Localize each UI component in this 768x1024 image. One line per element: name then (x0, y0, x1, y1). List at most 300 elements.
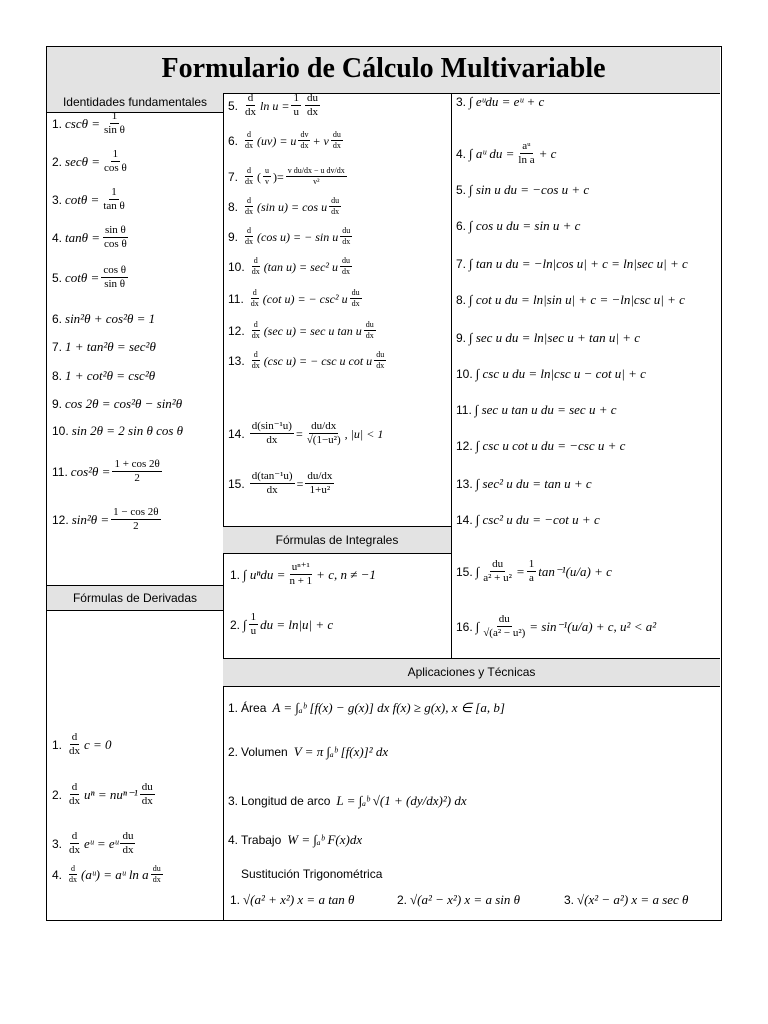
fraction-numerator: d (71, 781, 78, 793)
fraction (111, 507, 160, 532)
fraction (102, 111, 127, 136)
derivada-row (228, 289, 364, 308)
fraction-numerator: dv (300, 130, 309, 139)
fraction-denominator: ln a (518, 154, 535, 166)
derivada-row (228, 227, 354, 246)
integral-expr: ∫ sec² u du = tan u + c (475, 476, 592, 491)
row-number: 7. (52, 339, 63, 354)
row-number: 16. (456, 619, 473, 634)
paren-open: ( (257, 169, 262, 184)
row-number: 8. (456, 292, 467, 307)
derivada-row (228, 471, 336, 496)
integral-row (456, 141, 556, 166)
derivada-expr: (tan u) = sec² u (263, 259, 339, 274)
row-number: 11. (456, 402, 472, 417)
derivada-row (228, 321, 378, 340)
derivada-row (52, 732, 112, 757)
identidad-lhs: cotθ = (65, 270, 100, 285)
fraction-numerator: 1 (112, 148, 119, 160)
fraction (305, 471, 334, 496)
integral-expr: ∫ csc u cot u du = −csc u + c (475, 438, 626, 453)
row-number: 12. (228, 323, 245, 338)
aplicacion-expr: L = ∫ₐᵇ √(1 + (dy/dx)²) dx (336, 793, 467, 808)
fraction-denominator: dx (251, 267, 260, 276)
derivada-expr: (uv) = u (257, 133, 297, 148)
row-number: 2. (52, 154, 63, 169)
integral-row (456, 257, 688, 270)
title-bar (47, 47, 720, 94)
fraction (263, 167, 271, 186)
fraction-denominator: cos θ (104, 238, 127, 250)
formula-sheet (46, 46, 722, 921)
derivada-mid: + v (312, 133, 329, 148)
fraction-numerator: 1 + cos 2θ (114, 458, 160, 470)
integral-row (456, 367, 646, 380)
row-number: 6. (456, 218, 467, 233)
fraction-numerator: du (141, 781, 153, 793)
fraction-numerator: du (122, 830, 134, 842)
fraction-numerator: du (152, 864, 161, 873)
fraction-numerator: du (376, 350, 385, 359)
fraction (101, 265, 128, 290)
row-number: 3. (564, 892, 575, 907)
equals: = (277, 169, 284, 184)
fraction-denominator: √(a² − u²) (483, 627, 526, 639)
row-number: 5. (52, 270, 63, 285)
identidad-row (52, 397, 182, 410)
identidad-expr: 1 + cot²θ = csc²θ (65, 368, 156, 383)
integral-row (456, 477, 592, 490)
fraction-numerator: d (253, 350, 258, 359)
fraction-numerator: sin θ (104, 224, 126, 236)
identidad-row (52, 459, 164, 484)
identidad-row (52, 312, 155, 325)
fraction-denominator: dx (365, 331, 374, 340)
integral-row (456, 614, 656, 639)
row-number: 4. (52, 230, 63, 245)
sustitucion-expr: √(x² − a²) x = a sec θ (577, 892, 689, 907)
fraction (364, 321, 376, 340)
fraction (250, 421, 294, 446)
row-number: 15. (228, 476, 245, 491)
derivada-row (52, 865, 165, 884)
identidad-lhs: cotθ = (65, 192, 100, 207)
identidad-row (52, 111, 129, 136)
fraction-denominator: dx (342, 237, 351, 246)
fraction (298, 131, 310, 150)
row-number: 2. (228, 744, 239, 759)
aplicacion-row (228, 794, 467, 807)
integral-a: ∫ (243, 617, 247, 632)
fraction-numerator: uⁿ⁺¹ (291, 561, 310, 573)
identidad-row (52, 225, 131, 250)
fraction-denominator: dx (245, 106, 257, 118)
fraction (374, 351, 386, 370)
fraction-denominator: dx (69, 795, 81, 807)
integral-row (456, 439, 625, 452)
fraction-numerator: du (342, 226, 351, 235)
fraction-numerator: d (253, 320, 258, 329)
row-number: 10. (228, 259, 245, 274)
fraction-numerator: d (252, 288, 257, 297)
fraction (481, 559, 514, 584)
fraction-denominator: dx (245, 141, 254, 150)
row-number: 1. (230, 892, 241, 907)
identidad-lhs: tanθ = (65, 230, 101, 245)
identidad-lhs: cos²θ = (70, 464, 111, 479)
fraction-numerator: du (365, 320, 374, 329)
identidad-expr: cos 2θ = cos²θ − sin²θ (65, 396, 183, 411)
fraction-numerator: d (71, 864, 76, 873)
aplicacion-expr: A = ∫ₐᵇ [f(x) − g(x)] dx f(x) ≥ g(x), x ∈ [a, b] (272, 700, 505, 715)
fraction-denominator: dx (245, 177, 254, 186)
fraction-numerator: aᵘ (522, 140, 531, 152)
derivada-row (228, 167, 349, 186)
row-number: 4. (456, 146, 467, 161)
fraction-numerator: d (253, 256, 258, 265)
row-number: 3. (52, 192, 63, 207)
fraction (527, 559, 537, 584)
fraction (250, 257, 262, 276)
aplicacion-label: Volumen (241, 744, 288, 759)
row-number: 2. (397, 892, 408, 907)
derivada-row (228, 351, 388, 370)
row-number: 5. (228, 98, 239, 113)
aplicacion-label: Longitud de arco (241, 793, 331, 808)
integral-a: ∫ aᵘ du = (469, 146, 515, 161)
fraction-numerator: d(tan⁻¹u) (251, 470, 293, 482)
derivada-expr: eᵘ = eᵘ (84, 836, 119, 851)
fraction-denominator: dx (152, 875, 161, 884)
sustitucion-item (564, 893, 688, 906)
fraction-denominator: dx (306, 106, 318, 118)
row-number: 3. (52, 836, 63, 851)
fraction (350, 289, 362, 308)
fraction-numerator: d(sin⁻¹u) (251, 420, 292, 432)
row-number: 1. (228, 700, 239, 715)
fraction-numerator: v du/dx − u dv/dx (287, 166, 345, 175)
fraction-numerator: du (331, 196, 340, 205)
integral-row (456, 293, 685, 306)
derivada-expr: (sin u) = cos u (257, 199, 328, 214)
fraction-numerator: du (306, 92, 318, 104)
identidad-lhs: secθ = (65, 154, 101, 169)
integral-row (230, 612, 333, 637)
fraction-denominator: u (293, 106, 299, 118)
fraction-denominator: a (529, 572, 534, 584)
row-number: 14. (456, 512, 473, 527)
row-number: 11. (52, 464, 68, 479)
fraction (329, 197, 341, 216)
fraction-denominator: n + 1 (289, 575, 313, 587)
identidad-row (52, 265, 130, 290)
integral-row (456, 559, 612, 584)
derivada-expr: ln u = (260, 98, 290, 113)
row-number: 9. (456, 330, 467, 345)
fraction-numerator: 1 (111, 186, 117, 198)
fraction-denominator: dx (300, 141, 309, 150)
derivada-expr: (cot u) = − csc² u (262, 291, 348, 306)
row-number: 12. (456, 438, 473, 453)
integral-b: + c, n ≠ −1 (316, 567, 376, 582)
integral-expr: ∫ tan u du = −ln|cos u| + c = ln|sec u| + c (469, 256, 688, 271)
fraction-denominator: dx (342, 267, 351, 276)
derivada-expr: (cos u) = − sin u (257, 229, 339, 244)
integral-expr: ∫ cos u du = sin u + c (469, 218, 581, 233)
fraction-numerator: 1 (293, 92, 299, 104)
row-number: 11. (228, 291, 244, 306)
fraction (340, 227, 352, 246)
row-number: 10. (52, 423, 69, 438)
derivada-row (228, 197, 343, 216)
integral-row (230, 562, 376, 587)
divider-right (451, 93, 452, 658)
fraction-numerator: du/dx (311, 420, 337, 432)
integral-c: tan⁻¹(u/a) + c (538, 564, 612, 579)
fraction-denominator: dx (245, 207, 254, 216)
row-number: 13. (228, 353, 245, 368)
identidad-expr: sin²θ + cos²θ = 1 (65, 311, 156, 326)
integral-a: ∫ (475, 619, 480, 634)
integral-row (456, 219, 580, 232)
fraction-denominator: a² + u² (483, 572, 512, 584)
row-number: 15. (456, 564, 473, 579)
aplicacion-row (228, 745, 388, 758)
row-number: 4. (228, 832, 239, 847)
fraction (250, 471, 295, 496)
equals: = (296, 476, 304, 491)
sustitucion-title: Sustitución Trigonométrica (241, 867, 383, 881)
derivada-row (52, 831, 137, 856)
fraction-denominator: dx (331, 207, 340, 216)
aplicacion-label: Trabajo (241, 832, 282, 847)
derivada-row (228, 93, 322, 118)
fraction-numerator: u (265, 166, 270, 175)
fraction-denominator: sin θ (104, 124, 125, 136)
identidad-row (52, 369, 155, 382)
fraction-numerator: d (247, 226, 252, 235)
fraction-numerator: 1 − cos 2θ (113, 506, 159, 518)
fraction (250, 351, 262, 370)
sustitucion-item (397, 893, 520, 906)
fraction-numerator: d (247, 92, 254, 104)
fraction-numerator: d (71, 731, 78, 743)
fraction-denominator: dx (251, 361, 260, 370)
integral-row (456, 331, 640, 344)
integral-row (456, 95, 544, 108)
fraction-numerator: cos θ (103, 264, 126, 276)
section-header-aplicaciones: Aplicaciones y Técnicas (223, 658, 720, 687)
fraction-denominator: v² (313, 177, 320, 186)
aplicacion-expr: W = ∫ₐᵇ F(x)dx (287, 832, 363, 847)
fraction (243, 167, 255, 186)
section-header-identidades: Identidades fundamentales (47, 93, 223, 113)
fraction (112, 459, 161, 484)
identidad-row (52, 149, 131, 174)
integral-expr: ∫ cot u du = ln|sin u| + c = −ln|csc u| + c (469, 292, 685, 307)
fraction (243, 93, 258, 118)
fraction (481, 614, 527, 639)
fraction-numerator: d (247, 130, 252, 139)
fraction (340, 257, 352, 276)
fraction (102, 225, 129, 250)
fraction-denominator: dx (351, 299, 360, 308)
fraction-denominator: dx (332, 141, 341, 150)
derivada-expr: uⁿ = nuⁿ⁻¹ (84, 787, 138, 802)
fraction-denominator: dx (245, 237, 254, 246)
row-number: 3. (228, 793, 239, 808)
section-header-derivadas: Fórmulas de Derivadas (47, 585, 223, 611)
fraction-denominator: cos θ (104, 162, 127, 174)
identidad-row (52, 424, 183, 437)
fraction-denominator: dx (122, 844, 134, 856)
fraction (151, 865, 163, 884)
fraction (249, 289, 261, 308)
row-number: 6. (228, 133, 239, 148)
equals: = (295, 426, 303, 441)
integral-expr: ∫ csc u du = ln|csc u − cot u| + c (475, 366, 646, 381)
integral-b: = sin⁻¹(u/a) + c, u² < a² (529, 619, 657, 634)
fraction (516, 141, 536, 166)
fraction (243, 227, 255, 246)
identidad-row (52, 187, 129, 212)
identidad-lhs: cscθ = (65, 116, 101, 131)
fraction-denominator: dx (251, 331, 260, 340)
row-number: 5. (456, 182, 467, 197)
fraction-denominator: dx (69, 875, 78, 884)
row-number: 8. (52, 368, 63, 383)
derivada-expr: (sec u) = sec u tan u (263, 323, 362, 338)
paren-close: ) (273, 169, 278, 184)
fraction-numerator: d (71, 830, 78, 842)
derivada-expr: c = 0 (84, 737, 112, 752)
integral-a: ∫ uⁿdu = (243, 567, 286, 582)
row-number: 14. (228, 426, 245, 441)
derivada-row (52, 782, 157, 807)
aplicacion-row (228, 701, 505, 714)
row-number: 8. (228, 199, 239, 214)
fraction-numerator: du (351, 288, 360, 297)
fraction-numerator: du (342, 256, 351, 265)
fraction-denominator: dx (69, 745, 81, 757)
sustitucion-expr: √(a² + x²) x = a tan θ (243, 892, 355, 907)
fraction (243, 197, 255, 216)
integral-b: + c (538, 146, 557, 161)
fraction-denominator: 2 (134, 472, 140, 484)
derivada-row (228, 131, 345, 150)
fraction-numerator: 1 (111, 110, 118, 122)
fraction-numerator: 1 (528, 558, 535, 570)
derivada-tail: , |u| < 1 (344, 426, 384, 441)
fraction (67, 732, 82, 757)
aplicacion-expr: V = π ∫ₐᵇ [f(x)]² dx (293, 744, 389, 759)
identidad-lhs: sin²θ = (71, 512, 110, 527)
aplicacion-row (228, 833, 362, 846)
fraction-denominator: v (265, 177, 270, 186)
fraction (67, 865, 79, 884)
fraction-numerator: d (247, 196, 252, 205)
fraction (140, 782, 155, 807)
fraction (101, 187, 126, 212)
derivada-row (228, 257, 354, 276)
fraction (305, 421, 343, 446)
fraction-denominator: 2 (133, 520, 139, 532)
fraction-numerator: d (247, 166, 252, 175)
fraction-denominator: √(1−u²) (306, 434, 341, 446)
fraction (67, 831, 82, 856)
fraction-denominator: dx (266, 434, 278, 446)
integral-b: = (515, 564, 525, 579)
fraction (249, 612, 259, 637)
fraction-numerator: du/dx (307, 470, 333, 482)
fraction-denominator: dx (69, 844, 81, 856)
page-title: Formulario de Cálculo Multivariable (161, 53, 606, 84)
integral-a: ∫ (475, 564, 480, 579)
derivada-row (228, 421, 383, 446)
row-number: 13. (456, 476, 473, 491)
fraction (291, 93, 301, 118)
integral-row (456, 183, 589, 196)
row-number: 3. (456, 94, 467, 109)
fraction-numerator: du (492, 558, 504, 570)
fraction (287, 562, 314, 587)
row-number: 1. (52, 116, 63, 131)
row-number: 12. (52, 512, 69, 527)
row-number: 6. (52, 311, 63, 326)
fraction-numerator: du (332, 130, 341, 139)
derivada-expr: (aᵘ) = aᵘ ln a (81, 867, 149, 882)
integral-expr: ∫ eᵘdu = eᵘ + c (469, 94, 545, 109)
identidad-expr: sin 2θ = 2 sin θ cos θ (71, 423, 184, 438)
fraction (102, 149, 129, 174)
fraction-numerator: 1 (250, 611, 257, 623)
sustitucion-expr: √(a² − x²) x = a sin θ (410, 892, 520, 907)
derivada-expr: (csc u) = − csc u cot u (263, 353, 373, 368)
fraction-denominator: dx (376, 361, 385, 370)
integral-row (456, 513, 600, 526)
fraction (250, 321, 262, 340)
fraction-denominator: 1+u² (309, 484, 331, 496)
fraction (243, 131, 255, 150)
fraction (331, 131, 343, 150)
row-number: 2. (52, 787, 63, 802)
row-number: 1. (230, 567, 241, 582)
row-number: 10. (456, 366, 473, 381)
row-number: 9. (228, 229, 239, 244)
fraction-denominator: u (250, 625, 257, 637)
fraction-denominator: dx (266, 484, 278, 496)
row-number: 4. (52, 867, 63, 882)
row-number: 9. (52, 396, 63, 411)
row-number: 7. (228, 169, 239, 184)
fraction-denominator: dx (250, 299, 259, 308)
sustitucion-item (230, 893, 354, 906)
row-number: 1. (52, 737, 63, 752)
integral-expr: ∫ sec u tan u du = sec u + c (474, 402, 617, 417)
fraction (286, 167, 347, 186)
fraction-numerator: du (498, 613, 510, 625)
integral-expr: ∫ sec u du = ln|sec u + tan u| + c (469, 330, 640, 345)
aplicacion-label: Área (241, 700, 267, 715)
fraction-denominator: sin θ (104, 278, 126, 290)
row-number: 7. (456, 256, 467, 271)
row-number: 2. (230, 617, 241, 632)
fraction-denominator: dx (141, 795, 153, 807)
section-header-integrales: Fórmulas de Integrales (223, 526, 451, 554)
divider-left (223, 93, 224, 920)
fraction (120, 831, 135, 856)
identidad-row (52, 340, 156, 353)
